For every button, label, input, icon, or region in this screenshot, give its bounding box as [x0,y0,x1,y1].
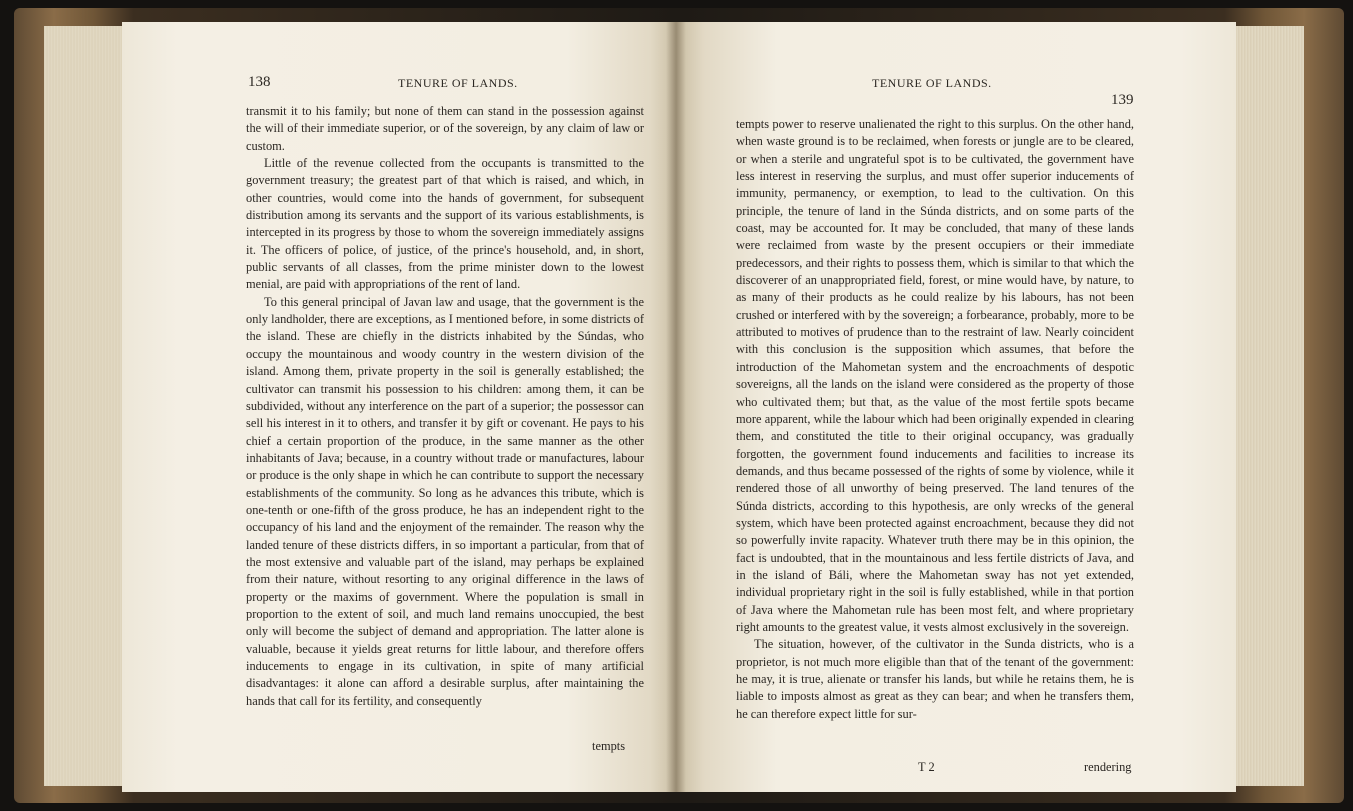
paragraph: To this general principal of Javan law and usage, that the government is the only landholder, there are exceptions, as I mentioned before, in some districts of the island. These are chiefly in the districts inhabited by the Súndas, who occupy the mountainous and woody country in the western division of the island. Among them, private property in the soil is generally established; the cultivator can transmit his possession to his children: among them, it can be subdivided, without any interference on the part of a superior; the possessor can sell his interest in it to others, and transfer it by gift or covenant. He pays to his chief a certain proportion of the produce, in the same manner as the other inhabitants of Java; because, in a country without trade or manufactures, labour or produce is the only shape in which he can contribute to support the necessary establishments of the community. So long as he advances this tribute, which is one-tenth or one-fifth of the gross produce, he has an independent right to the occupancy of his land and the enjoyment of the remainder. The reason why the landed tenure of these districts differs, in so important a particular, from that of the most extensive and valuable part of the island, may perhaps be explained from their nature, without resorting to any original difference in the laws of property or the maxims of government. Where the population is small in proportion to the extent of soil, and much land remains unoccupied, the best only will become the subject of demand and appropriation. The latter alone is valuable, because it yields great returns for little labour, and therefore offers inducements to engage in its cultivation, in spite of many artificial disadvantages: it alone can afford a desirable surplus, after maintaining the hands that call for its fertility, and consequently [246,294,644,708]
left-page [122,22,678,792]
paragraph: tempts power to reserve unalienated the right to this surplus. On the other hand, when waste ground is to be reclaimed, when forests or jungle are to be cleared, or when a sterile and ungrateful spot is to be cultivated, the government have less interest in reserving the surplus, and must offer superior inducements of immunity, permanency, or exemption, to lead to the cultivation. On this principle, the tenure of land in the Súnda districts, and on some parts of the coast, may be accounted for. It may be concluded, that many of these lands were reclaimed from waste by the present occupiers or their immediate predecessors, and their rights to possess them, which is similar to that which the discoverer of an unappropriated field, forest, or mine would have, by nature, to as many of their products as he could realize by his labours, has not been crushed or interfered with by the sovereign; a forbearance, probably, more to be attributed to motives of prudence than to the restraint of law. Nearly coincident with this conclusion is the supposition which assumes, that before the introduction of the Mahometan system and the encroachments of despotic sovereigns, all the lands on the island were considered as the property of those who cultivated them; but that, as the value of the most fertile spots became more apparent, while the labour which had been originally expended in clearing them, and constituted the title to their original occupancy, was gradually forgotten, the government found inducements and facilities to increase its demands, and thus became possessed of the rights of some by violence, while it rendered those of all unworthy of being preserved. The land tenures of the Súnda districts, according to this hypothesis, are only wrecks of the general system, which have been protected against encroachment, because they did not so powerfully invite rapacity. Whatever truth there may be in this opinion, the fact is undoubted, that in the mountainous and less fertile districts of Java, and in the island of Báli, where the Mahometan sway has not yet extended, individual proprietary right in the soil is fully established, while in that portion of Java where the Mahometan rule has been most felt, and where proprietary right amounts to the greatest value, it vests almost exclusively in the sovereign. [736,117,1134,634]
catchword: rendering [1084,760,1132,774]
paragraph: Little of the revenue collected from the occupants is transmitted to the government treasury; the greatest part of that which is raised, and which, in other countries, would come into the hands of government, for subsequent distribution among its servants and the support of its various establishments, is intercepted in its progress by those to whom the sovereign immediately assigns it. The officers of police, of justice, of the prince's household, and, in short, public servants of all classes, from the prime minister down to the lowest menial, are paid with appropriations of the rent of land. [246,156,644,292]
signature-mark: T 2 [918,760,935,774]
paragraph: The situation, however, of the cultivator in the Sunda districts, who is a proprietor, is not much more eligible than that of the tenant of the government: he may, it is true, alienate or transfer his lands, but while he retains them, he is liable to imposts almost as great as they can bear; and when he transfers them, he can therefore expect little for sur- [736,637,1134,721]
catchword: tempts [592,739,626,753]
left-page-edges [44,26,124,786]
body-text [246,103,644,710]
running-header: TENURE OF LANDS. [398,76,518,90]
page-number: 139 [1111,92,1134,108]
page-number: 138 [248,74,271,90]
gutter-shadow [666,22,686,792]
running-header: TENURE OF LANDS. [872,76,992,90]
right-page-edges [1232,26,1304,786]
right-page [676,22,1236,792]
body-text [736,116,1134,723]
paragraph: transmit it to his family; but none of them can stand in the possession against the will of their immediate superior, or of the sovereign, by any claim of law or custom. [246,104,644,153]
